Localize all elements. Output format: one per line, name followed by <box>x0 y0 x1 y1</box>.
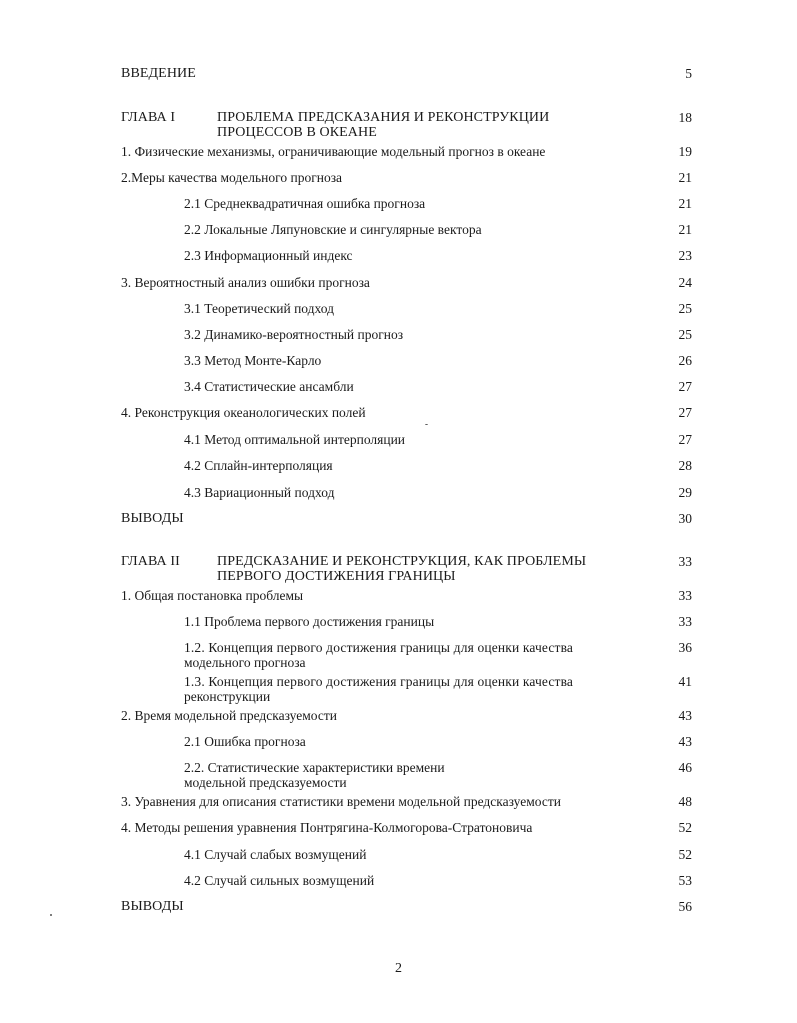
toc-entry-line1: 1.3. Концепция первого достижения границы для оценки качества <box>184 674 574 689</box>
toc-entry-multiline <box>184 640 573 670</box>
toc-entry: 2.Меры качества модельного прогноза <box>121 170 343 185</box>
toc-entry-line2: модельного прогноза <box>184 655 306 670</box>
toc-page: 27 <box>678 432 692 447</box>
toc-entry: 3.3 Метод Монте-Карло <box>184 353 322 368</box>
chapter1-title-line2: ПРОЦЕССОВ В ОКЕАНЕ <box>217 125 377 140</box>
toc-page: 46 <box>678 760 692 775</box>
toc-page-conclusions-1: 30 <box>678 511 692 526</box>
toc-entry-line1: 1.2. Концепция первого достижения границы для оценки качества <box>184 640 574 655</box>
toc-entry: 4.1 Случай слабых возмущений <box>184 847 367 862</box>
toc-entry: 2.1 Среднеквадратичная ошибка прогноза <box>184 196 426 211</box>
toc-entry-conclusions-2: ВЫВОДЫ <box>121 899 184 914</box>
scan-speck <box>425 424 428 425</box>
toc-entry: 4. Методы решения уравнения Понтрягина-Колмогорова-Стратоновича <box>121 820 533 835</box>
chapter1-title-line1: ПРОБЛЕМА ПРЕДСКАЗАНИЯ И РЕКОНСТРУКЦИИ <box>217 110 550 125</box>
toc-page-introduction: 5 <box>685 66 692 81</box>
toc-page: 53 <box>678 873 692 888</box>
toc-page: 21 <box>678 196 692 211</box>
toc-entry: 3.1 Теоретический подход <box>184 301 335 316</box>
toc-page: 33 <box>678 588 692 603</box>
toc-page: 52 <box>678 847 692 862</box>
toc-entry-line2: реконструкции <box>184 689 271 704</box>
toc-entry: 2.1 Ошибка прогноза <box>184 734 306 749</box>
toc-page: 23 <box>678 248 692 263</box>
toc-page: 48 <box>678 794 692 809</box>
toc-page: 21 <box>678 222 692 237</box>
toc-entry: 3. Вероятностный анализ ошибки прогноза <box>121 275 370 290</box>
toc-entry: 4.1 Метод оптимальной интерполяции <box>184 432 406 447</box>
toc-entry-multiline <box>184 760 445 790</box>
toc-entry-line1: 2.2. Статистические характеристики времени <box>184 760 445 775</box>
scan-speck <box>50 914 52 916</box>
toc-page: 27 <box>678 379 692 394</box>
toc-page: 36 <box>678 640 692 655</box>
chapter2-title-line1: ПРЕДСКАЗАНИЕ И РЕКОНСТРУКЦИЯ, КАК ПРОБЛЕМЫ <box>217 554 587 569</box>
toc-entry: 2. Время модельной предсказуемости <box>121 708 337 723</box>
toc-page: 27 <box>678 405 692 420</box>
chapter1-label: ГЛАВА I <box>121 110 176 125</box>
chapter2-title-line2: ПЕРВОГО ДОСТИЖЕНИЯ ГРАНИЦЫ <box>217 569 456 584</box>
toc-page: 21 <box>678 170 692 185</box>
toc-page: 25 <box>678 301 692 316</box>
toc-page: 28 <box>678 458 692 473</box>
toc-page: 43 <box>678 734 692 749</box>
toc-entry: 1. Общая постановка проблемы <box>121 588 304 603</box>
toc-entry: 2.2 Локальные Ляпуновские и сингулярные вектора <box>184 222 482 237</box>
toc-entry: 4.3 Вариационный подход <box>184 485 335 500</box>
chapter1-title <box>217 110 549 140</box>
toc-page: 41 <box>678 674 692 689</box>
toc-page: 25 <box>678 327 692 342</box>
toc-entry: 4.2 Случай сильных возмущений <box>184 873 375 888</box>
toc-page: 26 <box>678 353 692 368</box>
toc-entry-line2: модельной предсказуемости <box>184 775 347 790</box>
toc-entry: 3.2 Динамико-вероятностный прогноз <box>184 327 404 342</box>
toc-page: 33 <box>678 614 692 629</box>
chapter2-label: ГЛАВА II <box>121 554 180 569</box>
toc-page: 52 <box>678 820 692 835</box>
toc-page: 29 <box>678 485 692 500</box>
toc-entry: 3.4 Статистические ансамбли <box>184 379 354 394</box>
toc-entry: 1.1 Проблема первого достижения границы <box>184 614 435 629</box>
chapter2-title <box>217 554 586 584</box>
toc-page: 19 <box>678 144 692 159</box>
toc-page: 24 <box>678 275 692 290</box>
chapter1-page: 18 <box>678 110 692 125</box>
toc-entry-multiline <box>184 674 573 704</box>
chapter2-page: 33 <box>678 554 692 569</box>
toc-entry: 1. Физические механизмы, ограничивающие модельный прогноз в океане <box>121 144 546 159</box>
toc-entry-introduction: ВВЕДЕНИЕ <box>121 66 196 81</box>
toc-page-conclusions-2: 56 <box>678 899 692 914</box>
toc-entry: 3. Уравнения для описания статистики времени модельной предсказуемости <box>121 794 561 809</box>
toc-page: 43 <box>678 708 692 723</box>
toc-entry-conclusions-1: ВЫВОДЫ <box>121 511 184 526</box>
toc-entry: 2.3 Информационный индекс <box>184 248 353 263</box>
toc-entry: 4.2 Сплайн-интерполяция <box>184 458 333 473</box>
page-number: 2 <box>395 961 402 976</box>
toc-entry: 4. Реконструкция океанологических полей <box>121 405 366 420</box>
